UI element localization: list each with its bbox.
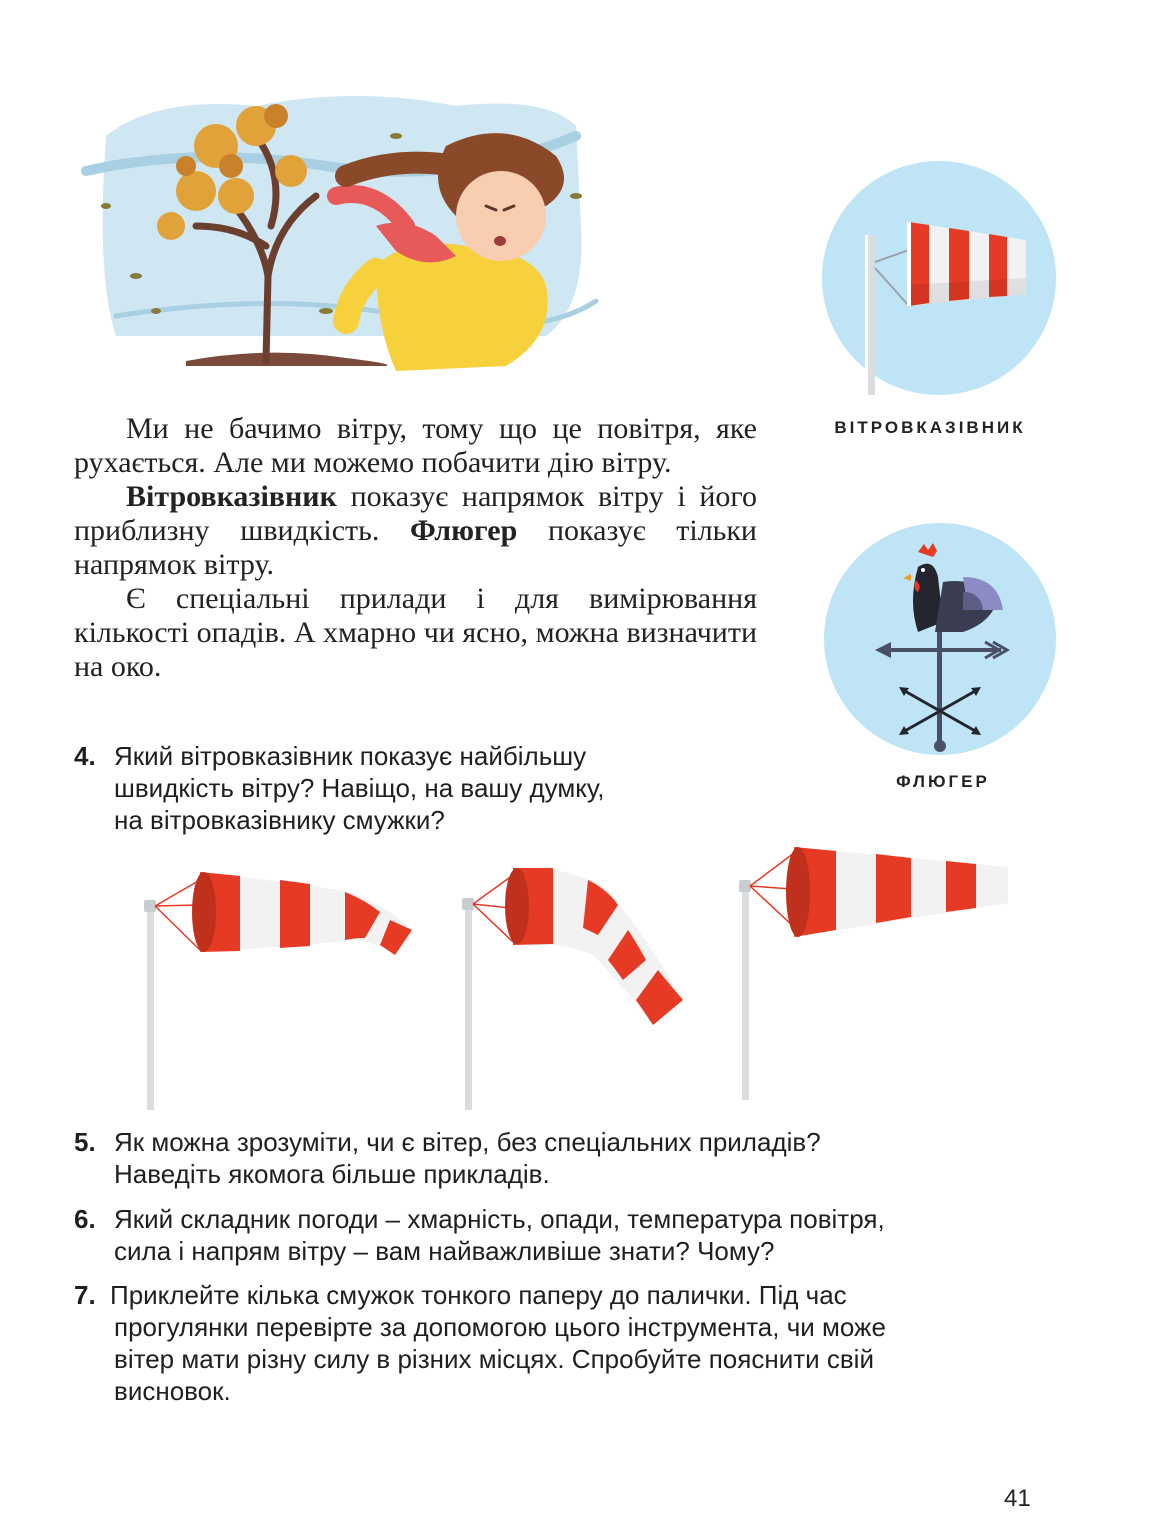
weathervane-circle-image — [823, 522, 1057, 756]
page-number: 41 — [1004, 1485, 1031, 1512]
term-weathervane: Флюгер — [410, 514, 518, 547]
question-6 — [74, 1203, 885, 1267]
paragraph-2-text-2: показує тільки напрямок вітру. — [74, 514, 757, 581]
question-line: сила і напрям вітру – вам найважливіше знати? Чому? — [114, 1236, 775, 1266]
paragraph-1: Ми не бачимо вітру, тому що це повітря, яке рухається. Але ми можемо побачити дію вітру. — [74, 412, 757, 479]
question-7 — [74, 1279, 886, 1407]
paragraph-2 — [74, 480, 757, 582]
question-number: 6. — [74, 1204, 96, 1234]
question-4 — [74, 740, 605, 836]
main-text — [74, 412, 757, 684]
question-line: вітер мати різну силу в різних місцях. Спробуйте пояснити свій — [114, 1344, 874, 1374]
windsock-weak-wind — [140, 860, 430, 1110]
question-number: 4. — [74, 741, 96, 771]
question-line: Наведіть якомога більше прикладів. — [114, 1159, 550, 1189]
term-windsock: Вітровказівник — [126, 480, 337, 513]
windsock-circle-image — [821, 160, 1057, 396]
paragraph-3: Є спеціальні прилади і для вимірювання кількості опадів. А хмарно чи ясно, можна визначити на око. — [74, 582, 757, 683]
question-line: Який вітровказівник показує найбільшу — [114, 741, 587, 771]
question-line: Який складник погоди – хмарність, опади, температура повітря, — [114, 1204, 885, 1234]
question-line: Як можна зрозуміти, чи є вітер, без спеціальних приладів? — [114, 1127, 821, 1157]
paragraph-2-text-1: показує напрямок вітру і його приблизну швидкість. — [74, 480, 757, 547]
question-line: прогулянки перевірте за допомогою цього інструмента, чи може — [114, 1312, 886, 1342]
question-text — [114, 1126, 821, 1190]
question-text — [114, 740, 605, 836]
question-line: швидкість вітру? Навіщо, на вашу думку, — [114, 773, 605, 803]
question-5 — [74, 1126, 821, 1190]
windsock-caption: ВІТРОВКАЗІВНИК — [834, 418, 1026, 437]
question-line: на вітровказівнику смужки? — [114, 805, 445, 835]
wind-girl-illustration — [76, 76, 616, 376]
question-line: Приклейте кілька смужок тонкого паперу до палички. Під час — [110, 1280, 847, 1310]
question-text — [114, 1203, 885, 1267]
windsock-strong-wind — [736, 845, 1016, 1105]
question-text — [110, 1279, 847, 1311]
question-line: висновок. — [114, 1376, 231, 1406]
weathervane-caption: ФЛЮГЕР — [896, 772, 990, 791]
question-number: 7. — [74, 1280, 96, 1310]
question-number: 5. — [74, 1127, 96, 1157]
windsock-no-wind — [458, 860, 698, 1110]
